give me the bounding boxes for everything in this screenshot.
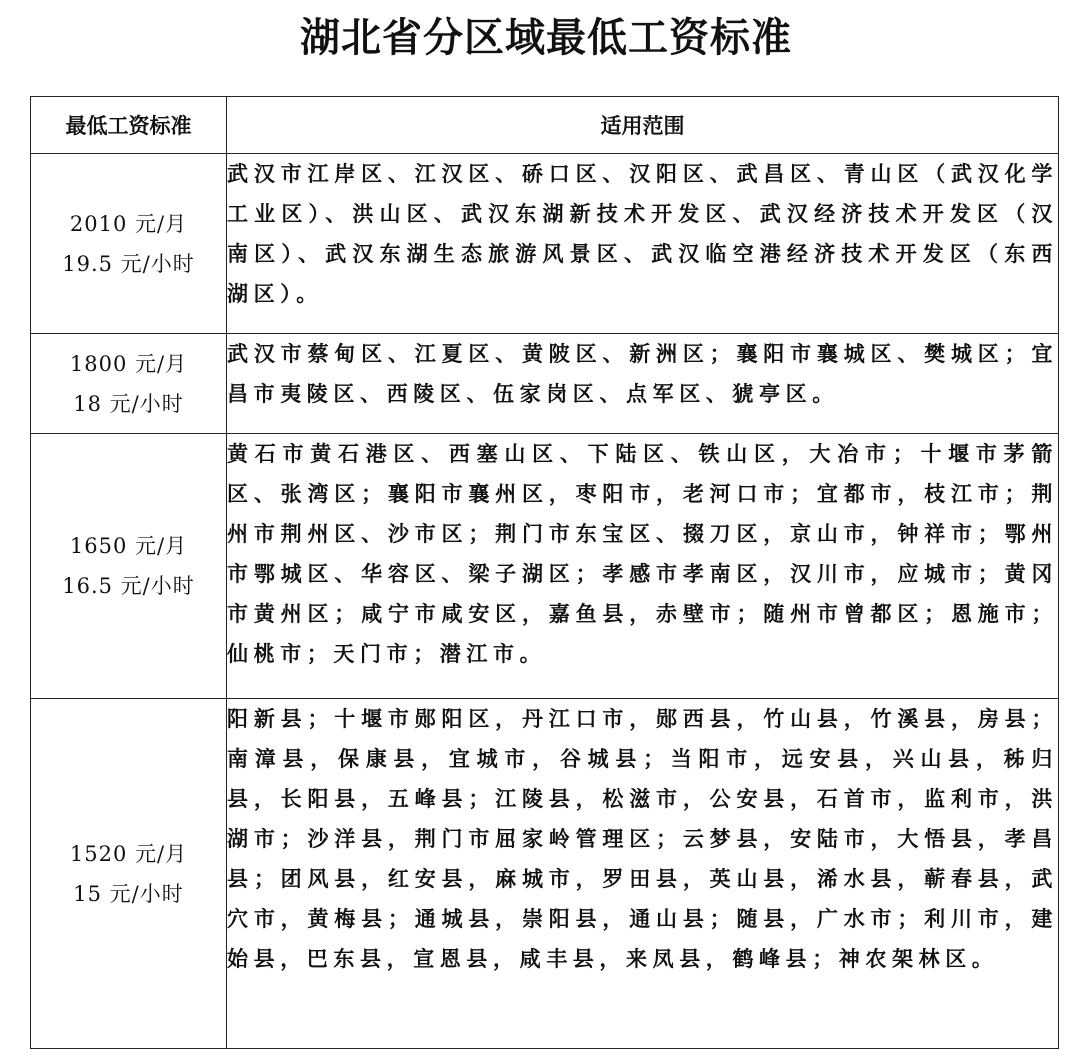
header-minimum-wage-standard: 最低工资标准 — [31, 97, 227, 154]
wage-standard-cell — [31, 699, 227, 1049]
page-title: 湖北省分区域最低工资标准 — [300, 15, 792, 61]
monthly-wage: 1520 元/月 — [69, 841, 188, 866]
applicable-scope-cell: 武汉市蔡甸区、江夏区、黄陂区、新洲区；襄阳市襄城区、樊城区；宜昌市夷陵区、西陵区、伍家岗区、点军区、猇亭区。 — [227, 334, 1059, 434]
table-row — [31, 334, 1059, 434]
monthly-wage: 2010 元/月 — [69, 211, 188, 236]
table-row — [31, 154, 1059, 334]
table-header-row — [31, 97, 1059, 154]
applicable-scope-cell: 阳新县；十堰市郧阳区，丹江口市，郧西县，竹山县，竹溪县，房县；南漳县，保康县，宜城市，谷城县；当阳市，远安县，兴山县，秭归县，长阳县，五峰县；江陵县，松滋市，公安县，石首市，监利市，洪湖市；沙洋县，荆门市屈家岭管理区；云梦县，安陆市，大悟县，孝昌县；团风县，红安县，麻城市，罗田县，英山县，浠水县，蕲春县，武穴市，黄梅县；通城县，崇阳县，通山县；随县，广水市；利川市，建始县，巴东县，宣恩县，咸丰县，来凤县，鹤峰县；神农架林区。 — [227, 699, 1059, 1049]
wage-standard-cell — [31, 154, 227, 334]
wage-standard-cell — [31, 334, 227, 434]
monthly-wage: 1800 元/月 — [69, 351, 188, 376]
applicable-scope-cell: 黄石市黄石港区、西塞山区、下陆区、铁山区，大冶市；十堰市茅箭区、张湾区；襄阳市襄州区，枣阳市，老河口市；宜都市，枝江市；荆州市荆州区、沙市区；荆门市东宝区、掇刀区，京山市，钟祥市；鄂州市鄂城区、华容区、梁子湖区；孝感市孝南区，汉川市，应城市；黄冈市黄州区；咸宁市咸安区，嘉鱼县，赤壁市；随州市曾都区；恩施市；仙桃市；天门市；潜江市。 — [227, 434, 1059, 699]
table-row — [31, 434, 1059, 699]
hourly-wage: 16.5 元/小时 — [62, 574, 195, 598]
monthly-wage: 1650 元/月 — [69, 534, 188, 558]
applicable-scope-cell: 武汉市江岸区、江汉区、硚口区、汉阳区、武昌区、青山区（武汉化学工业区）、洪山区、武汉东湖新技术开发区、武汉经济技术开发区（汉南区）、武汉东湖生态旅游风景区、武汉临空港经济技术开发区（东西湖区）。 — [227, 154, 1059, 334]
header-applicable-scope: 适用范围 — [227, 97, 1059, 154]
hourly-wage: 18 元/小时 — [73, 391, 184, 416]
minimum-wage-table — [30, 96, 1059, 1049]
hourly-wage: 15 元/小时 — [73, 881, 184, 906]
hourly-wage: 19.5 元/小时 — [62, 251, 195, 276]
table-row — [31, 699, 1059, 1049]
wage-standard-cell — [31, 434, 227, 699]
